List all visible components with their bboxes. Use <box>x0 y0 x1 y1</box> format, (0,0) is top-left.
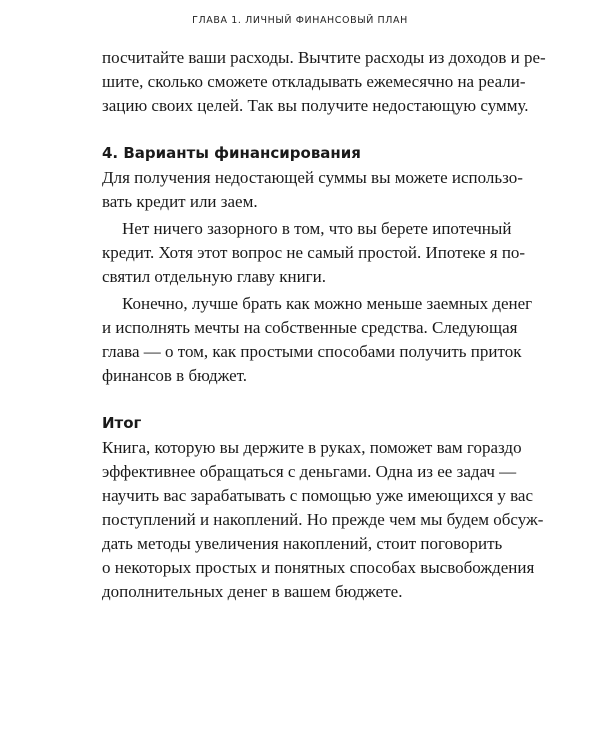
section-heading-financing: 4. Варианты финансирования <box>102 144 361 162</box>
text-line: зацию своих целей. Так вы получите недостающую сумму. <box>102 96 529 115</box>
text-line: святил отдельную главу книги. <box>102 267 326 286</box>
text-line: посчитайте ваши расходы. Вычтите расходы из доходов и ре- <box>102 48 546 67</box>
text-line: поступлений и накоплений. Но прежде чем мы будем обсуж- <box>102 510 544 529</box>
text-line: Книга, которую вы держите в руках, поможет вам гораздо <box>102 438 522 457</box>
paragraph-mortgage <box>102 217 526 289</box>
paragraph-summary <box>102 436 544 604</box>
section-heading-summary: Итог <box>102 414 142 432</box>
text-line: кредит. Хотя этот вопрос не самый простой. Ипотеке я по- <box>102 243 526 262</box>
text-line: шите, сколько сможете откладывать ежемесячно на реали- <box>102 72 526 91</box>
paragraph-own-funds <box>102 292 533 388</box>
paragraph-continuation <box>102 46 546 118</box>
text-line: Для получения недостающей суммы вы можете использо- <box>102 168 523 187</box>
text-line: финансов в бюджет. <box>102 366 248 385</box>
text-line: и исполнять мечты на собственные средства. Следующая <box>102 318 518 337</box>
text-line: эффективнее обращаться с деньгами. Одна из ее задач — <box>102 462 517 481</box>
text-line: научить вас зарабатывать с помощью уже имеющихся у вас <box>102 486 534 505</box>
text-line: дать методы увеличения накоплений, стоит поговорить <box>102 534 503 553</box>
text-line: о некоторых простых и понятных способах высвобождения <box>102 558 535 577</box>
running-head: ГЛАВА 1. ЛИЧНЫЙ ФИНАНСОВЫЙ ПЛАН <box>192 15 408 26</box>
body-text <box>102 46 546 604</box>
text-line: Конечно, лучше брать как можно меньше заемных денег <box>122 294 533 313</box>
text-line: глава — о том, как простыми способами получить приток <box>102 342 522 361</box>
paragraph-financing-intro <box>102 166 523 214</box>
text-line: вать кредит или заем. <box>102 192 258 211</box>
text-line: дополнительных денег в вашем бюджете. <box>102 582 403 601</box>
text-line: Нет ничего зазорного в том, что вы берете ипотечный <box>122 219 512 238</box>
